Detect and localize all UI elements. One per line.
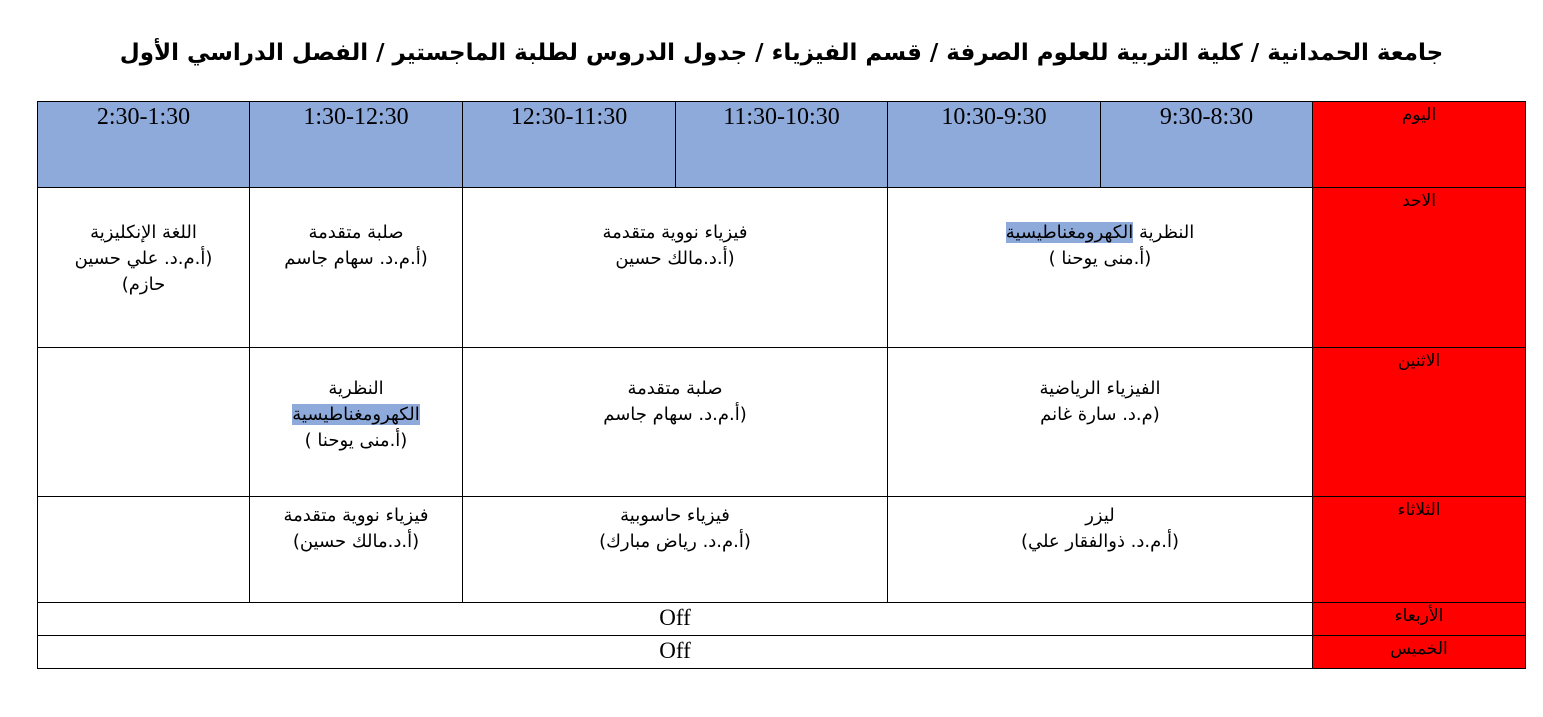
course-cell [38,188,250,348]
time-slot-header: 12:30-11:30 [463,102,676,188]
text-highlight: الكهرومغناطيسية [292,404,420,426]
off-cell: Off [38,636,1313,669]
time-slot-header: 9:30-8:30 [1101,102,1313,188]
schedule-row-tuesday [38,497,1526,603]
schedule-row-thursday [38,636,1526,669]
instructor-name: (م.د. سارة غانم [1040,404,1160,426]
day-cell: الثلاثاء [1313,497,1526,603]
time-slot-header: 1:30-12:30 [250,102,463,188]
header-row [38,102,1526,188]
course-name: ليزر [1085,505,1115,526]
course-cell [888,348,1313,497]
course-name: فيزياء نووية متقدمة [602,222,748,243]
course-name: فيزياء نووية متقدمة [283,505,429,526]
instructor-name: (أ.م.د. ذوالفقار علي) [1020,531,1180,553]
schedule-row-monday [38,348,1526,497]
course-name: صلبة متقدمة [627,378,723,399]
instructor-name: (أ.م.د. سهام جاسم [603,404,747,426]
instructor-name: (أ.م.د. سهام جاسم [284,248,428,270]
course-name-line [250,402,462,428]
instructor-name: حازم) [121,274,166,296]
text-highlight: الكهرومغناطيسية [1005,222,1134,243]
course-name: الفيزياء الرياضية [1039,378,1161,399]
day-cell: الخميس [1313,636,1526,669]
course-name: فيزياء حاسوبية [620,505,730,526]
instructor-name: (أ.د.مالك حسين) [292,531,420,553]
schedule-row-wednesday [38,603,1526,636]
course-cell [250,188,463,348]
instructor-name: (أ.م.د. رياض مبارك) [599,531,751,553]
course-cell [463,188,888,348]
time-slot-header: 10:30-9:30 [888,102,1101,188]
day-cell: الاثنين [1313,348,1526,497]
instructor-name: (أ.منى يوحنا ) [1048,248,1152,270]
course-cell [888,188,1313,348]
course-name: اللغة الإنكليزية [90,222,197,243]
day-cell: الأربعاء [1313,603,1526,636]
instructor-name: (أ.د.مالك حسين [615,248,735,270]
instructor-name: (أ.منى يوحنا ) [304,430,408,452]
course-cell [250,497,463,603]
course-cell [250,348,463,497]
course-name: النظرية [328,378,384,399]
course-name: صلبة متقدمة [308,222,404,243]
time-slot-header: 2:30-1:30 [38,102,250,188]
schedule-table [37,101,1526,669]
empty-cell [38,497,250,603]
time-slot-header: 11:30-10:30 [676,102,888,188]
course-cell [888,497,1313,603]
course-cell [463,348,888,497]
day-cell: الاحد [1313,188,1526,348]
instructor-name: (أ.م.د. علي حسين [74,248,213,270]
empty-cell [38,348,250,497]
schedule-row-sunday [38,188,1526,348]
course-cell [463,497,888,603]
day-header-cell: اليوم [1313,102,1526,188]
off-cell: Off [38,603,1313,636]
page-title: جامعة الحمدانية / كلية التربية للعلوم الصرفة / قسم الفيزياء / جدول الدروس لطلبة الماجستير / الفصل الدراسي الأول [119,40,1444,66]
course-name: النظرية الكهرومغناطيسية [1005,222,1195,243]
